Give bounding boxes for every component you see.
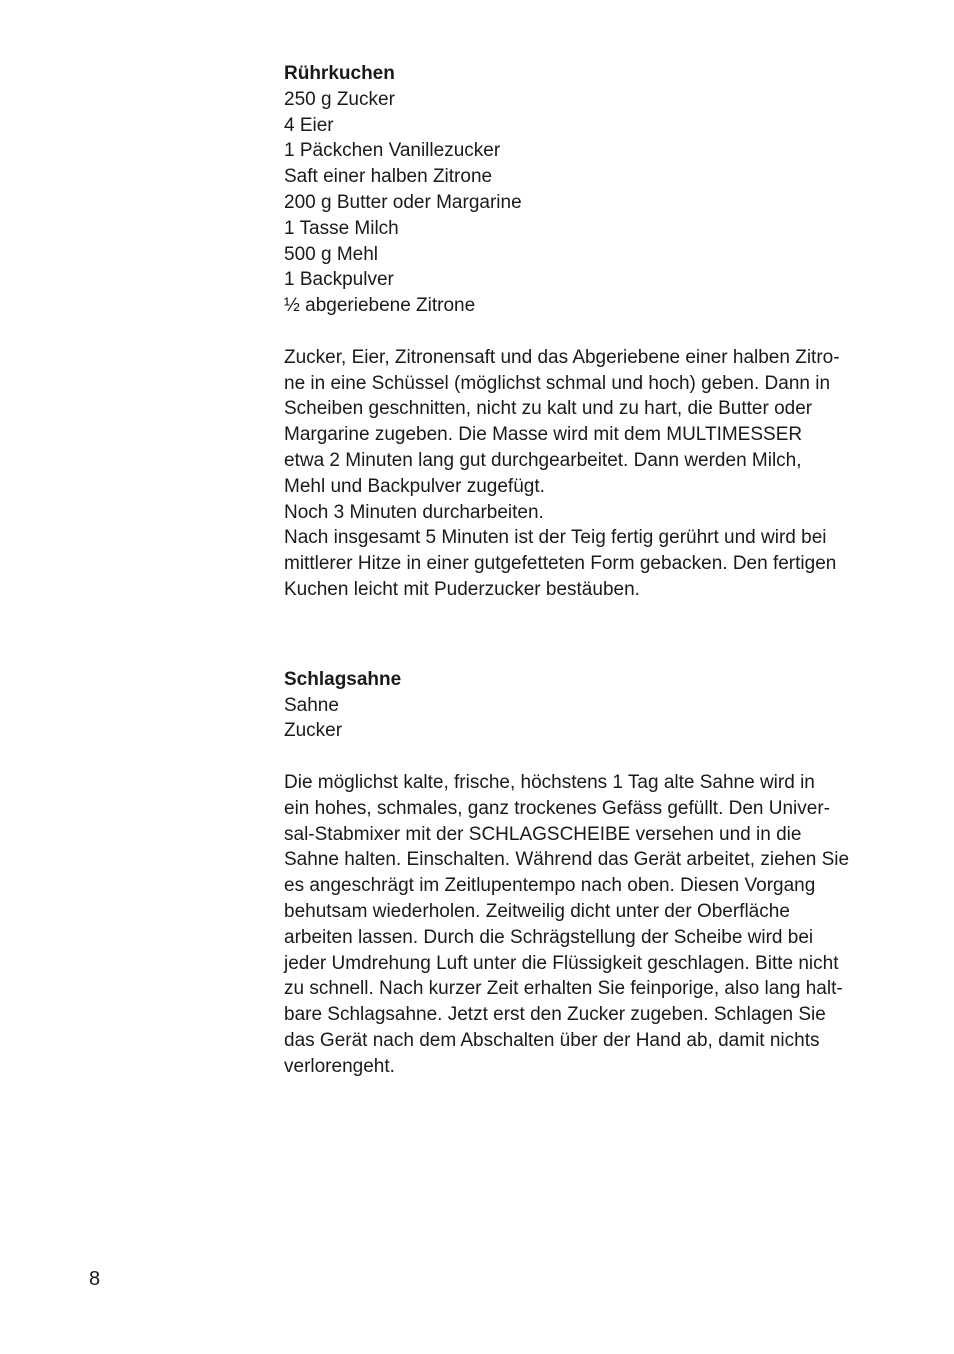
recipe-title: Schlagsahne bbox=[284, 668, 402, 690]
ingredient-item: 4 Eier bbox=[284, 114, 334, 136]
ingredient-item: 1 Backpulver bbox=[284, 269, 394, 291]
instruction-line: Die möglichst kalte, frische, höchstens 1 Tag alte Sahne wird in bbox=[284, 771, 815, 793]
instruction-line: etwa 2 Minuten lang gut durchgearbeitet. Dann werden Milch, bbox=[284, 449, 802, 471]
instruction-line: Margarine zugeben. Die Masse wird mit dem MULTIMESSER bbox=[284, 424, 803, 446]
instruction-line: Scheiben geschnitten, nicht zu kalt und zu hart, die Butter oder bbox=[284, 398, 813, 420]
recipe-ruehrkuchen bbox=[284, 61, 874, 603]
instruction-line: Nach insgesamt 5 Minuten ist der Teig fertig gerührt und wird bei bbox=[284, 527, 827, 549]
instruction-line: sal-Stabmixer mit der SCHLAGSCHEIBE versehen und in die bbox=[284, 823, 802, 845]
ingredient-item: ½ abgeriebene Zitrone bbox=[284, 295, 476, 317]
instruction-line: es angeschrägt im Zeitlupentempo nach oben. Diesen Vorgang bbox=[284, 875, 816, 897]
instruction-line: ein hohes, schmales, ganz trockenes Gefäss gefüllt. Den Univer- bbox=[284, 797, 830, 819]
ingredient-list bbox=[284, 693, 874, 745]
ingredient-list bbox=[284, 87, 874, 319]
recipe-schlagsahne bbox=[284, 667, 874, 1080]
instruction-line: Kuchen leicht mit Puderzucker bestäuben. bbox=[284, 578, 640, 600]
ingredient-item: Zucker bbox=[284, 720, 343, 742]
instruction-line: mittlerer Hitze in einer gutgefetteten Form gebacken. Den fertigen bbox=[284, 553, 837, 575]
instruction-line: Noch 3 Minuten durcharbeiten. bbox=[284, 501, 544, 523]
instruction-line: ne in eine Schüssel (möglichst schmal und hoch) geben. Dann in bbox=[284, 372, 831, 394]
ingredient-item: Saft einer halben Zitrone bbox=[284, 166, 493, 188]
ingredient-item: 250 g Zucker bbox=[284, 88, 395, 110]
instruction-line: jeder Umdrehung Luft unter die Flüssigkeit geschlagen. Bitte nicht bbox=[284, 952, 839, 974]
instruction-line: Mehl und Backpulver zugefügt. bbox=[284, 475, 545, 497]
page-number: 8 bbox=[89, 1268, 101, 1290]
ingredient-item: Sahne bbox=[284, 694, 339, 716]
instruction-line: Sahne halten. Einschalten. Während das Gerät arbeitet, ziehen Sie bbox=[284, 849, 850, 871]
instruction-line: behutsam wiederholen. Zeitweilig dicht unter der Oberfläche bbox=[284, 900, 790, 922]
ingredient-item: 1 Päckchen Vanillezucker bbox=[284, 140, 501, 162]
page-content bbox=[284, 61, 874, 1079]
instruction-line: zu schnell. Nach kurzer Zeit erhalten Sie feinporige, also lang halt- bbox=[284, 978, 843, 1000]
instruction-line: Zucker, Eier, Zitronensaft und das Abgeriebene einer halben Zitro- bbox=[284, 346, 840, 368]
instructions-text bbox=[284, 345, 874, 603]
instruction-line: verlorengeht. bbox=[284, 1055, 395, 1077]
instruction-line: bare Schlagsahne. Jetzt erst den Zucker zugeben. Schlagen Sie bbox=[284, 1004, 826, 1026]
ingredient-item: 500 g Mehl bbox=[284, 243, 379, 265]
instruction-line: arbeiten lassen. Durch die Schrägstellung der Scheibe wird bei bbox=[284, 926, 814, 948]
ingredient-item: 200 g Butter oder Margarine bbox=[284, 191, 522, 213]
ingredient-item: 1 Tasse Milch bbox=[284, 217, 399, 239]
instructions-text bbox=[284, 770, 874, 1080]
recipe-title: Rührkuchen bbox=[284, 63, 395, 84]
instruction-line: das Gerät nach dem Abschalten über der Hand ab, damit nichts bbox=[284, 1029, 820, 1051]
